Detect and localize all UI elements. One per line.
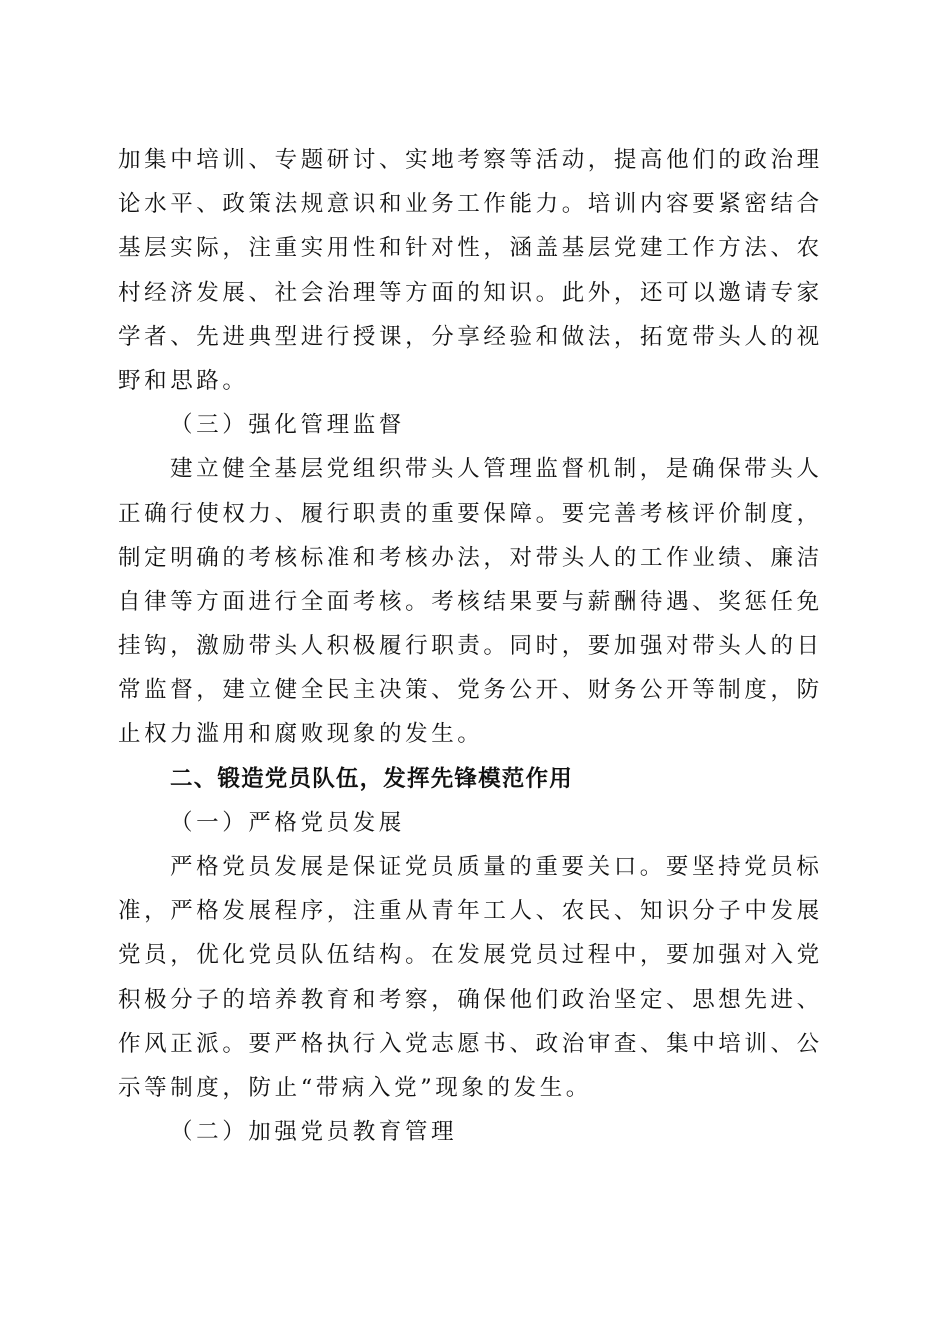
text-line: 常监督，建立健全民主决策、党务公开、财务公开等制度，防 xyxy=(118,677,823,704)
paragraph-member-development xyxy=(118,845,826,1110)
text-line: 作风正派。要严格执行入党志愿书、政治审查、集中培训、公 xyxy=(118,1030,823,1057)
text-line: 正确行使权力、履行职责的重要保障。要完善考核评价制度， xyxy=(118,500,823,527)
text-line: 野和思路。 xyxy=(118,367,249,394)
text-line: 准，严格发展程序，注重从青年工人、农民、知识分子中发展 xyxy=(118,898,823,925)
text-line: 挂钩，激励带头人积极履行职责。同时，要加强对带头人的日 xyxy=(118,633,823,660)
text-line: 建立健全基层党组织带头人管理监督机制，是确保带头人 xyxy=(170,456,823,483)
text-line: 加集中培训、专题研讨、实地考察等活动，提高他们的政治理 xyxy=(118,147,823,173)
sub-heading-strengthen-supervision: （三）强化管理监督 xyxy=(170,412,405,439)
text-line: 示等制度，防止“带病入党”现象的发生。 xyxy=(118,1074,592,1101)
text-line: 制定明确的考核标准和考核办法，对带头人的工作业绩、廉洁 xyxy=(118,544,823,571)
text-line: 基层实际，注重实用性和针对性，涵盖基层党建工作方法、农 xyxy=(118,235,823,262)
text-line: 严格党员发展是保证党员质量的重要关口。要坚持党员标 xyxy=(170,854,823,880)
text-line: 村经济发展、社会治理等方面的知识。此外，还可以邀请专家 xyxy=(118,279,823,306)
text-line: 党员，优化党员队伍结构。在发展党员过程中，要加强对入党 xyxy=(118,942,823,969)
text-line: 论水平、政策法规意识和业务工作能力。培训内容要紧密结合 xyxy=(118,191,823,218)
sub-heading-member-education: （二）加强党员教育管理 xyxy=(170,1119,458,1146)
text-line: 积极分子的培养教育和考察，确保他们政治坚定、思想先进、 xyxy=(118,986,823,1013)
paragraph-training xyxy=(118,138,826,403)
text-line: 学者、先进典型进行授课，分享经验和做法，拓宽带头人的视 xyxy=(118,323,823,350)
section-heading-party-members: 二、锻造党员队伍，发挥先锋模范作用 xyxy=(170,765,573,792)
sub-heading-strict-development: （一）严格党员发展 xyxy=(170,809,405,836)
document-page xyxy=(118,138,826,1154)
text-line: 自律等方面进行全面考核。考核结果要与薪酬待遇、奖惩任免 xyxy=(118,588,823,615)
paragraph-supervision xyxy=(118,447,826,756)
text-line: 止权力滥用和腐败现象的发生。 xyxy=(118,721,484,748)
